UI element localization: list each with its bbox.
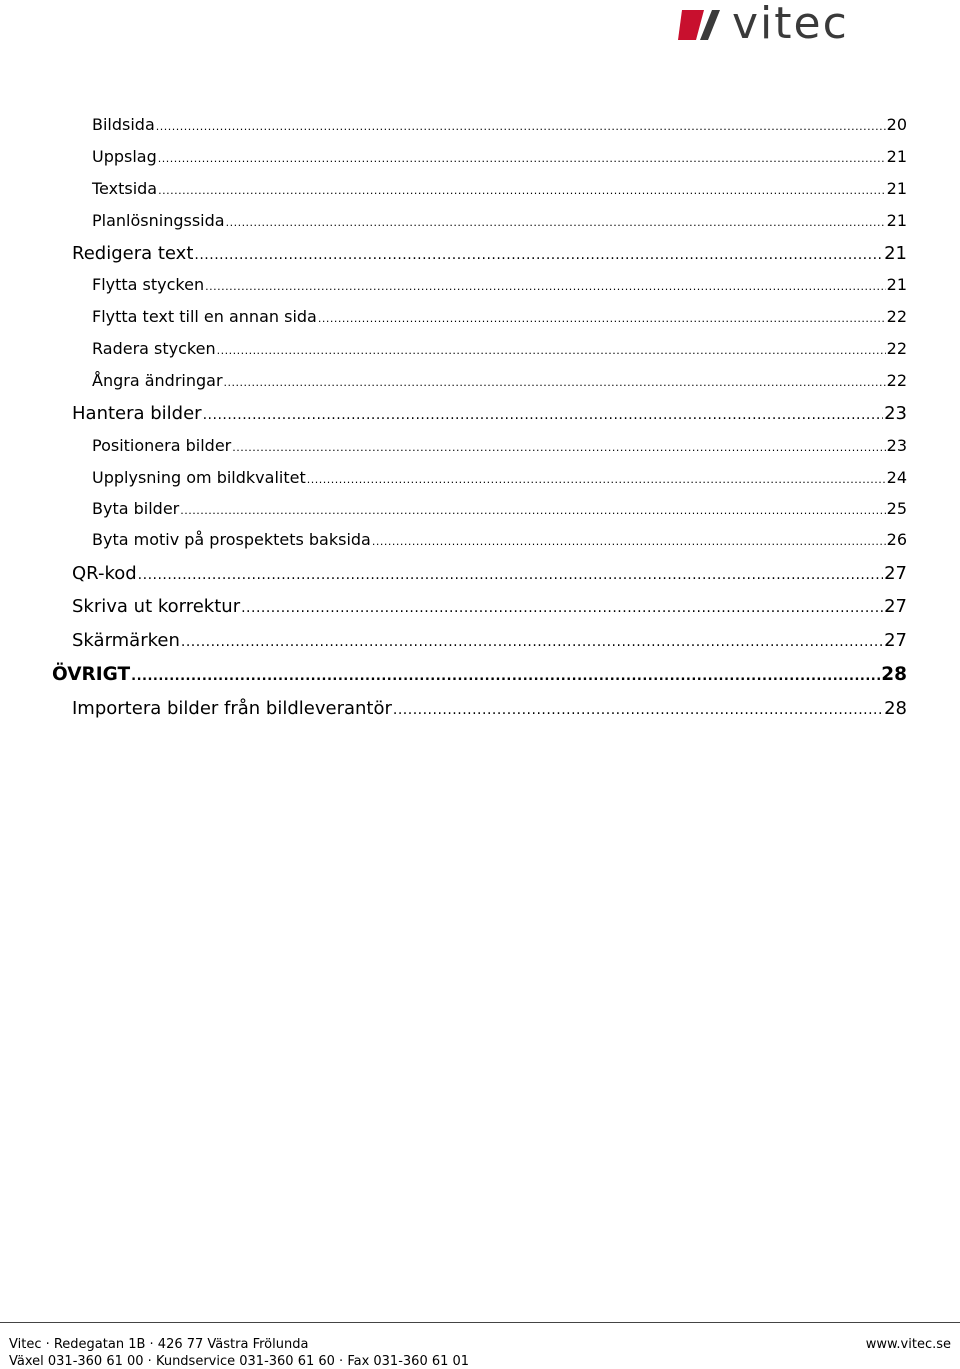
toc-entry[interactable] <box>72 596 907 618</box>
toc-entry[interactable] <box>92 339 907 359</box>
toc-entry-page: 24 <box>886 468 907 487</box>
toc-entry[interactable] <box>72 630 907 652</box>
toc-entry[interactable] <box>72 563 907 585</box>
toc-entry-title: Redigera text <box>72 243 194 264</box>
toc-entry-title: Radera stycken <box>92 339 216 358</box>
footer-contact: Växel 031-360 61 00 · Kundservice 031-360 61 60 · Fax 031-360 61 01 <box>9 1354 470 1369</box>
toc-entry-page: 21 <box>886 275 907 294</box>
toc-entry[interactable] <box>92 211 907 231</box>
toc-entry-title: Upplysning om bildkvalitet <box>92 468 306 487</box>
toc-entry-title: Positionera bilder <box>92 436 232 455</box>
toc-entry[interactable] <box>92 307 907 327</box>
toc-entry-page: 21 <box>886 211 907 230</box>
toc-entry-page: 22 <box>886 307 907 326</box>
toc-entry[interactable] <box>92 499 907 519</box>
toc-entry-page: 27 <box>884 630 907 651</box>
toc-entry-page: 26 <box>886 530 907 549</box>
toc-entry-page: 23 <box>884 403 907 424</box>
toc-dot-leader <box>232 441 885 454</box>
toc-dot-leader <box>138 567 883 583</box>
toc-entry[interactable] <box>92 530 907 550</box>
toc-entry-page: 22 <box>886 339 907 358</box>
toc-entry-title: QR-kod <box>72 563 137 584</box>
toc-entry-page: 22 <box>886 371 907 390</box>
footer-website-link[interactable]: www.vitec.se <box>865 1337 951 1352</box>
toc-dot-leader <box>203 407 884 423</box>
toc-entry[interactable] <box>72 243 907 265</box>
toc-dot-leader <box>318 312 886 325</box>
toc-dot-leader <box>241 600 883 616</box>
toc-entry-title: Byta bilder <box>92 499 180 518</box>
toc-entry-page: 21 <box>886 179 907 198</box>
toc-entry-page: 23 <box>886 436 907 455</box>
toc-entry-title: ÖVRIGT <box>52 664 131 685</box>
toc-dot-leader <box>158 184 886 197</box>
toc-entry[interactable] <box>52 664 907 686</box>
logo-wordmark: vitec <box>732 4 849 44</box>
toc-entry-page: 25 <box>886 499 907 518</box>
toc-dot-leader <box>205 280 886 293</box>
toc-entry-page: 27 <box>884 563 907 584</box>
toc-entry-title: Skärmärken <box>72 630 180 651</box>
toc-entry-title: Uppslag <box>92 147 157 166</box>
toc-dot-leader <box>226 216 886 229</box>
toc-dot-leader <box>307 473 886 486</box>
toc-entry-title: Planlösningssida <box>92 211 225 230</box>
vitec-logo-icon <box>674 4 926 44</box>
toc-entry-page: 28 <box>881 664 907 685</box>
toc-dot-leader <box>393 702 883 718</box>
toc-entry[interactable] <box>92 371 907 391</box>
toc-entry-title: Textsida <box>92 179 158 198</box>
toc-dot-leader <box>372 535 886 548</box>
toc-entry[interactable] <box>72 698 907 720</box>
toc-entry-title: Flytta text till en annan sida <box>92 307 317 326</box>
toc-entry-title: Hantera bilder <box>72 403 202 424</box>
toc-dot-leader <box>217 344 886 357</box>
toc-entry-page: 20 <box>886 115 907 134</box>
toc-entry[interactable] <box>92 115 907 135</box>
toc-entry-title: Skriva ut korrektur <box>72 596 241 617</box>
toc-entry-title: Flytta stycken <box>92 275 205 294</box>
toc-entry-title: Ångra ändringar <box>92 371 223 390</box>
toc-dot-leader <box>194 247 883 263</box>
toc-entry-title: Byta motiv på prospektets baksida <box>92 530 371 549</box>
toc-dot-leader <box>131 669 880 684</box>
toc-entry[interactable] <box>72 403 907 425</box>
vitec-logo <box>674 4 926 44</box>
footer-address: Vitec · Redegatan 1B · 426 77 Västra Frölunda <box>9 1337 309 1352</box>
toc-dot-leader <box>181 634 883 650</box>
toc-dot-leader <box>224 376 886 389</box>
toc-entry-page: 28 <box>884 698 907 719</box>
footer-divider <box>0 1322 960 1323</box>
toc-entry-title: Bildsida <box>92 115 155 134</box>
toc-entry[interactable] <box>92 179 907 199</box>
toc-entry[interactable] <box>92 436 907 456</box>
toc-dot-leader <box>180 504 885 517</box>
toc-entry[interactable] <box>92 275 907 295</box>
toc-entry-page: 21 <box>884 243 907 264</box>
toc-dot-leader <box>156 120 886 133</box>
toc-entry[interactable] <box>92 147 907 167</box>
toc-entry-title: Importera bilder från bildleverantör <box>72 698 392 719</box>
toc-entry-page: 21 <box>886 147 907 166</box>
toc-entry-page: 27 <box>884 596 907 617</box>
toc-dot-leader <box>158 152 886 165</box>
toc-entry[interactable] <box>92 468 907 488</box>
